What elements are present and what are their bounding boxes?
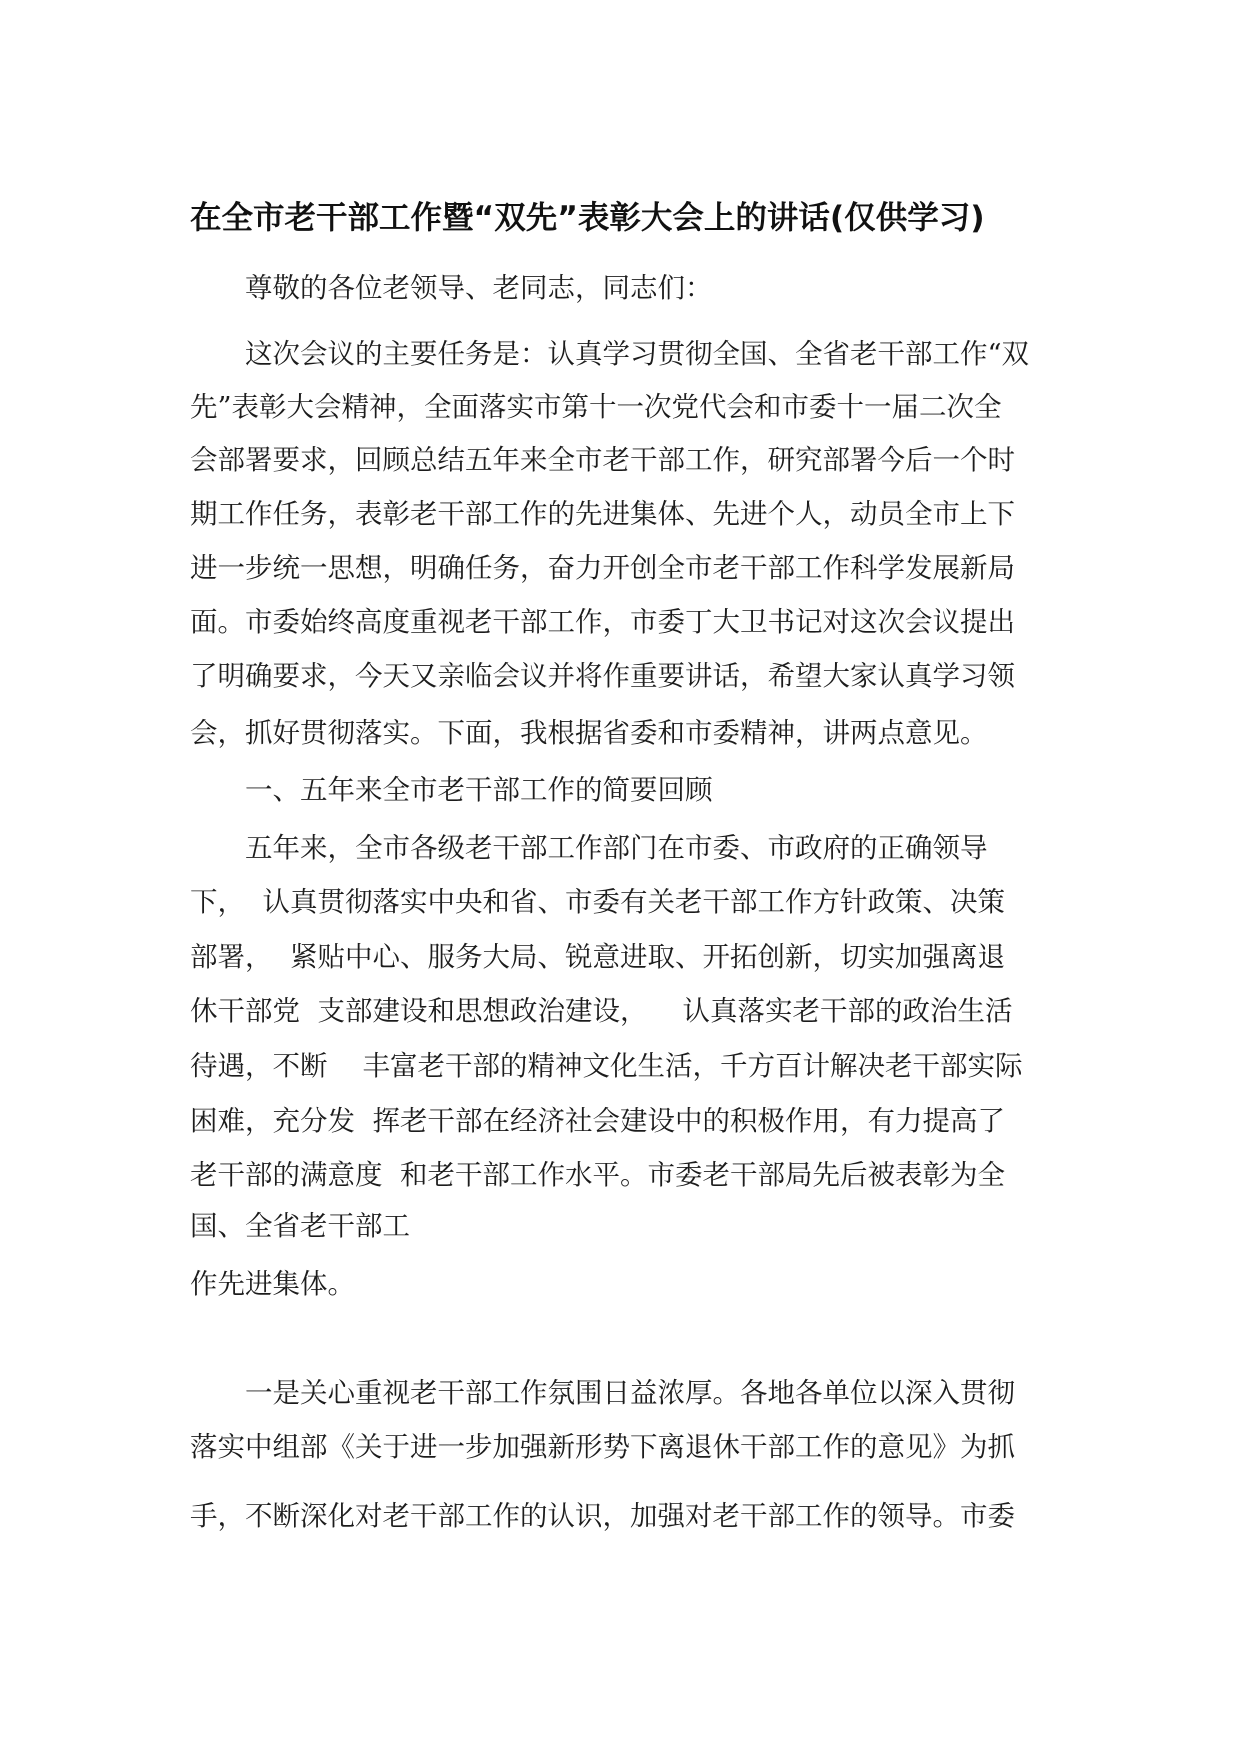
body-line: 会，抓好贯彻落实。下面，我根据省委和市委精神，讲两点意见。 (190, 717, 988, 749)
body-line: 手，不断深化对老干部工作的认识，加强对老干部工作的领导。市委 (190, 1500, 1015, 1532)
body-line: 先”表彰大会精神，全面落实市第十一次党代会和市委十一届二次全 (190, 391, 1002, 423)
body-line: 老干部的满意度 和老干部工作水平。市委老干部局先后被表彰为全 (190, 1159, 1005, 1191)
body-line: 困难，充分发 挥老干部在经济社会建设中的积极作用，有力提高了 (190, 1105, 1005, 1137)
body-line: 尊敬的各位老领导、老同志，同志们： (190, 272, 713, 304)
body-line: 待遇，不断 丰富老干部的精神文化生活，千方百计解决老干部实际 (190, 1050, 1023, 1082)
body-line: 进一步统一思想，明确任务，奋力开创全市老干部工作科学发展新局 (190, 552, 1015, 584)
body-line: 这次会议的主要任务是：认真学习贯彻全国、全省老干部工作“双 (190, 338, 1030, 370)
section-heading: 一、五年来全市老干部工作的简要回顾 (190, 774, 713, 806)
body-line: 作先进集体。 (190, 1268, 355, 1300)
body-line: 部署， 紧贴中心、服务大局、锐意进取、开拓创新，切实加强离退 (190, 941, 1005, 973)
body-line: 了明确要求，今天又亲临会议并将作重要讲话，希望大家认真学习领 (190, 660, 1015, 692)
body-line: 国、全省老干部工 (190, 1210, 410, 1242)
body-line: 期工作任务，表彰老干部工作的先进集体、先进个人，动员全市上下 (190, 498, 1015, 530)
document-title: 在全市老干部工作暨“双先”表彰大会上的讲话(仅供学习) (190, 200, 985, 236)
body-line: 下， 认真贯彻落实中央和省、市委有关老干部工作方针政策、决策 (190, 886, 1005, 918)
body-line: 面。市委始终高度重视老干部工作，市委丁大卫书记对这次会议提出 (190, 606, 1015, 638)
body-line: 五年来，全市各级老干部工作部门在市委、市政府的正确领导 (190, 832, 988, 864)
body-line: 一是关心重视老干部工作氛围日益浓厚。各地各单位以深入贯彻 (190, 1377, 1015, 1409)
body-line: 会部署要求，回顾总结五年来全市老干部工作，研究部署今后一个时 (190, 444, 1015, 476)
body-line: 休干部党 支部建设和思想政治建设， 认真落实老干部的政治生活 (190, 995, 1013, 1027)
body-line: 落实中组部《关于进一步加强新形势下离退休干部工作的意见》为抓 (190, 1431, 1015, 1463)
